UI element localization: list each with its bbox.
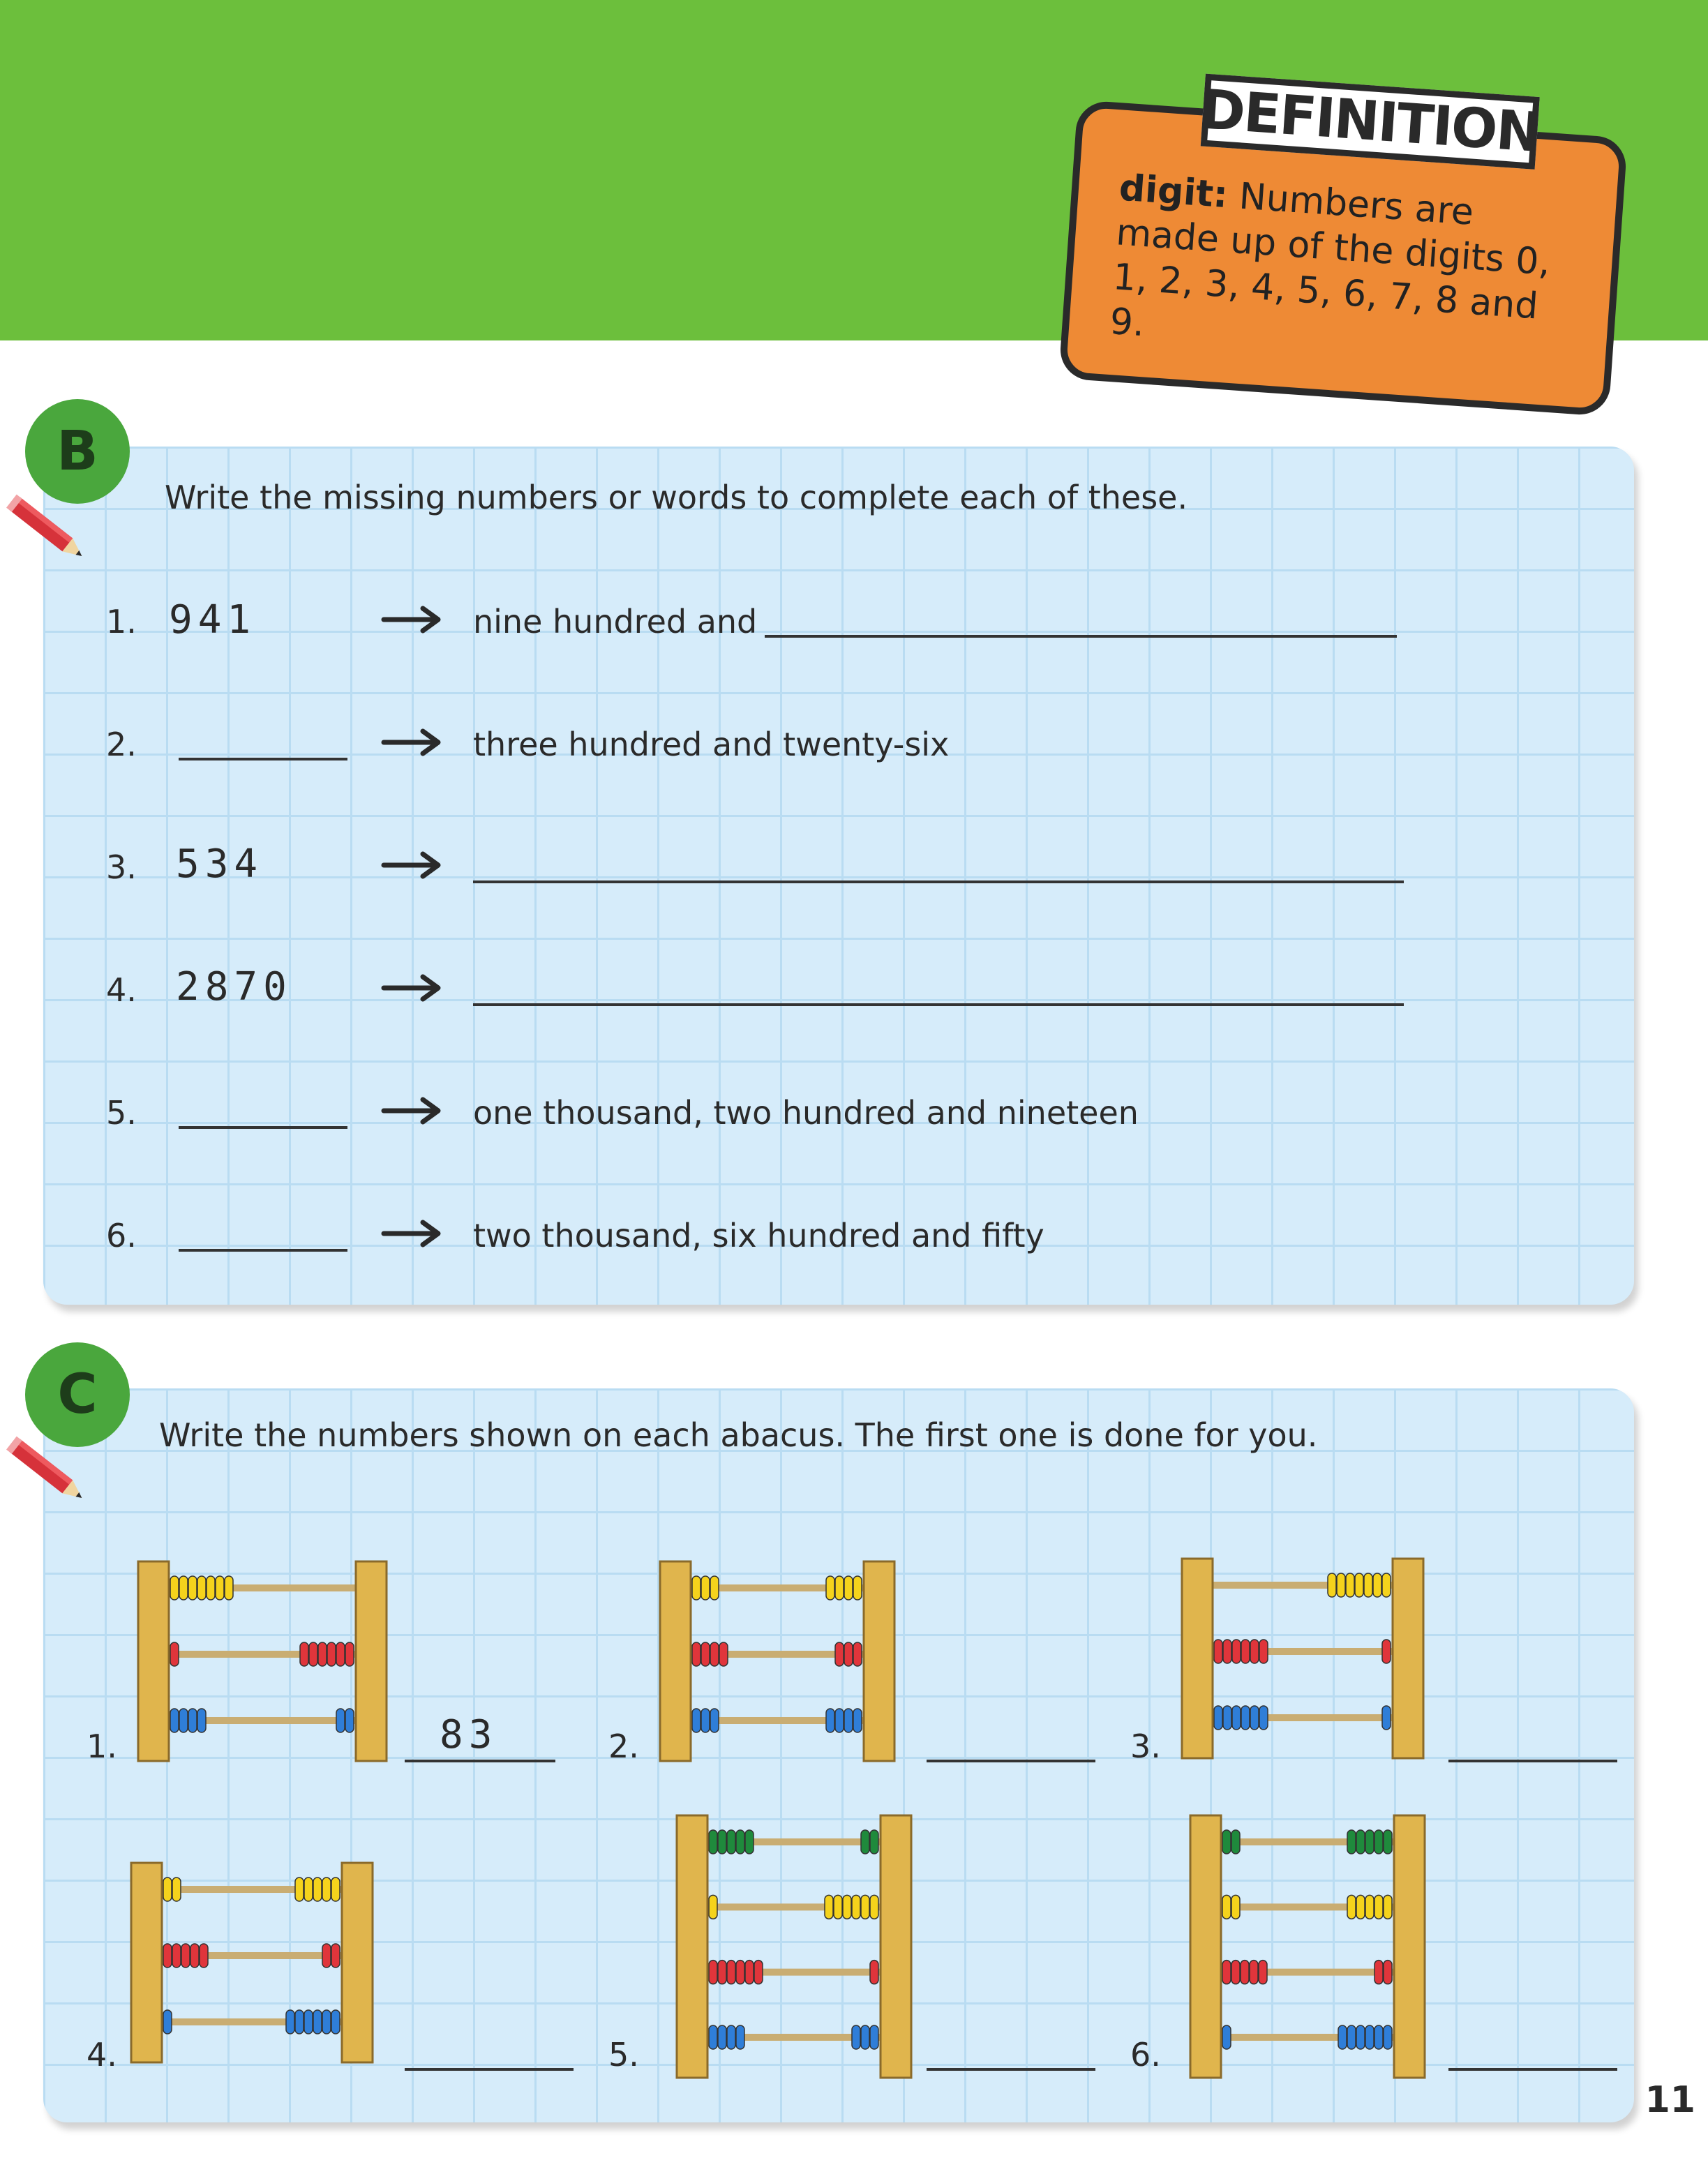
b-item-number: 6. [106, 1217, 137, 1254]
b-item-words: nine hundred and [473, 603, 758, 640]
abacus-icon [1189, 1814, 1426, 2079]
definition-term: digit: [1118, 167, 1229, 217]
answer-line[interactable] [179, 758, 347, 760]
arrow-right-icon [381, 728, 444, 756]
b-item-words: one thousand, two hundred and nineteen [473, 1094, 1139, 1132]
section-c-badge: C [25, 1342, 130, 1447]
b-item-number: 1. [106, 603, 137, 640]
pencil-icon [0, 481, 98, 579]
answer-line[interactable] [405, 2068, 574, 2071]
b-item-number: 5. [106, 1094, 137, 1132]
answer-line[interactable] [765, 635, 1397, 638]
c-item-number: 5. [608, 2036, 639, 2074]
arrow-right-icon [381, 606, 444, 634]
answer-line[interactable] [1448, 1760, 1617, 1762]
page-number: 11 [1645, 2079, 1695, 2121]
b-item-value: 2870 [176, 964, 292, 1010]
b-item-value: 941 [169, 597, 257, 643]
definition-text [1109, 165, 1589, 376]
c-item-number: 2. [608, 1727, 639, 1765]
answer-line[interactable] [927, 1760, 1095, 1762]
c-item-number: 6. [1130, 2036, 1161, 2074]
definition-body: Numbers are made up of the digits 0, 1, 2, 3, 4, 5, 6, 7, 8 and 9. [1108, 175, 1552, 345]
section-b-panel [43, 447, 1634, 1305]
definition-tab: DEFINITION [1201, 74, 1540, 170]
abacus-icon [137, 1560, 388, 1762]
arrow-right-icon [381, 851, 444, 879]
abacus-icon [675, 1814, 913, 2079]
section-b-instruction: Write the missing numbers or words to complete each of these. [165, 479, 1188, 516]
answer-line[interactable] [473, 880, 1404, 883]
abacus-drawing [660, 1561, 894, 1761]
b-item-value: 534 [176, 841, 264, 887]
answer-line[interactable] [405, 1760, 555, 1762]
pencil-icon [0, 1423, 98, 1521]
abacus-icon [659, 1560, 896, 1762]
abacus-icon [1181, 1557, 1425, 1760]
b-item-words: two thousand, six hundred and fifty [473, 1217, 1044, 1254]
abacus-drawing [131, 1863, 373, 2062]
arrow-right-icon [381, 1097, 444, 1125]
abacus-drawing [1182, 1559, 1423, 1758]
b-item-number: 2. [106, 726, 137, 763]
definition-card [1058, 78, 1628, 417]
c-item-number: 1. [87, 1727, 117, 1765]
arrow-right-icon [381, 974, 444, 1002]
abacus-drawing [677, 1815, 911, 2078]
answer-line[interactable] [473, 1003, 1404, 1006]
answer-line[interactable] [1448, 2068, 1617, 2071]
section-b-badge: B [25, 399, 130, 504]
abacus-drawing [138, 1561, 387, 1761]
c-item-number: 4. [87, 2036, 117, 2074]
b-item-words: three hundred and twenty-six [473, 726, 950, 763]
b-item-number: 4. [106, 971, 137, 1009]
answer-line[interactable] [179, 1126, 347, 1129]
answer-line[interactable] [927, 2068, 1095, 2071]
answer-line[interactable] [179, 1249, 347, 1252]
c-item-number: 3. [1130, 1727, 1161, 1765]
arrow-right-icon [381, 1220, 444, 1247]
abacus-drawing [1190, 1815, 1425, 2078]
abacus-icon [130, 1861, 374, 2064]
c-item-answer: 83 [440, 1712, 498, 1757]
section-c-instruction: Write the numbers shown on each abacus. The first one is done for you. [159, 1416, 1318, 1454]
b-item-number: 3. [106, 848, 137, 886]
